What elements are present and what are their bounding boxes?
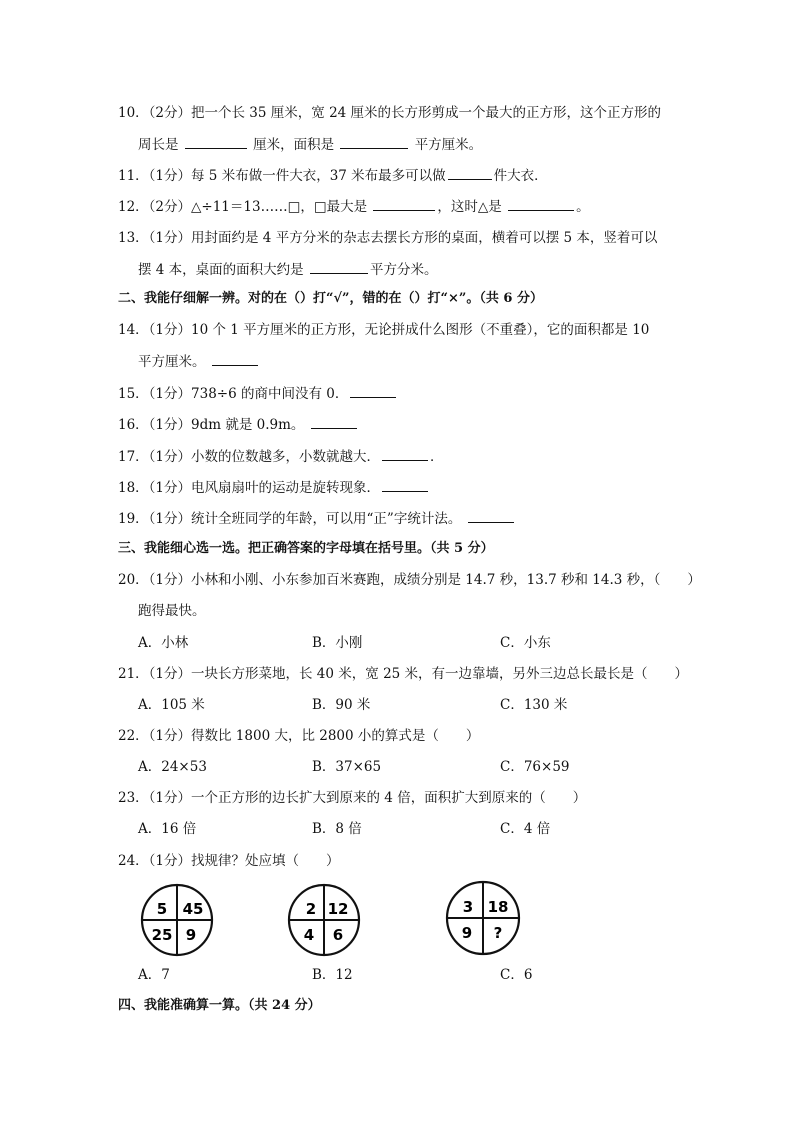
q11-text: 件大衣． [493,168,548,184]
circle-number: 4 [303,926,315,944]
circle-number: 6 [332,926,344,944]
answer-blank[interactable] [311,415,357,429]
q23-line: 23．（1分）一个正方形的边长扩大到原来的 4 倍，面积扩大到原来的（ ） [118,790,587,806]
circle-number: 18 [487,898,509,916]
answer-blank[interactable] [185,135,247,149]
q22-option-c[interactable]: C．76×59 [500,759,570,775]
q14-line2 [138,352,260,371]
answer-blank[interactable] [448,166,492,180]
q13-text: 平方分米。 [369,262,438,278]
circle-number: 12 [327,900,349,918]
q10-text: 厘米，面积是 [253,137,335,153]
section-3-heading: 三、我能细心选一选。把正确答案的字母填在括号里。（共 5 分） [118,541,494,556]
answer-blank[interactable] [382,447,428,461]
pattern-circle-1 [140,883,214,957]
q13-line1: 13．（1分）用封面约是 4 平方分米的杂志去摆长方形的桌面，横着可以摆 5 本，竖着可以 [118,230,658,246]
circle-number: 9 [185,926,197,944]
q12-text: ，这时△是 [437,199,502,215]
answer-blank[interactable] [382,478,428,492]
q16-text: 16．（1分）9dm 就是 0.9m。 [118,417,305,433]
q13-line2 [138,260,437,279]
circle-number: 25 [151,926,173,944]
q19-line [118,509,516,528]
q10-text: 周长是 [138,137,179,153]
q10-text: 平方厘米。 [414,137,483,153]
q15-text: 15．（1分）738÷6 的商中间没有 0． [118,386,349,402]
q11-line [118,166,548,185]
q14-line1: 14．（1分）10 个 1 平方厘米的正方形，无论拼成什么图形（不重叠），它的面积都是 10 [118,322,650,338]
q11-text: 11．（1分）每 5 米布做一件大衣，37 米布最多可以做 [118,168,446,184]
q20-option-a[interactable]: A．小林 [138,635,189,651]
q21-option-c[interactable]: C．130 米 [500,697,568,713]
q17-text: ． [430,449,444,465]
answer-blank[interactable] [373,197,435,211]
section-2-heading: 二、我能仔细解一辨。对的在（）打“√”，错的在（）打“×”。（共 6 分） [118,291,543,306]
circle-number: 3 [462,898,474,916]
q21-option-b[interactable]: B．90 米 [312,697,371,713]
q12-text: 。 [576,199,590,215]
q20-line1: 20．（1分）小林和小刚、小东参加百米赛跑，成绩分别是 14.7 秒，13.7 秒和 14.3 秒，（ ） [118,572,701,588]
q24-option-c[interactable]: C．6 [500,967,533,983]
q15-line [118,384,398,403]
answer-blank[interactable] [340,135,408,149]
q21-option-a[interactable]: A．105 米 [138,697,205,713]
answer-blank[interactable] [310,260,368,274]
q23-option-b[interactable]: B．8 倍 [312,821,362,837]
q19-text: 19．（1分）统计全班同学的年龄，可以用“正”字统计法。 [118,511,462,527]
q12-line [118,197,590,216]
q12-text: 12．（2分）△÷11＝13……□，□最大是 [118,199,368,215]
q17-line [118,447,444,466]
q24-option-a[interactable]: A．7 [138,967,170,983]
circle-number: 45 [182,900,204,918]
q24-option-b[interactable]: B．12 [312,967,353,983]
q14-text: 平方厘米。 [138,354,206,370]
q10-line2 [138,135,482,154]
q20-line2: 跑得最快。 [138,603,206,619]
circle-number: 2 [305,900,317,918]
circle-number: 9 [461,924,473,942]
circle-number: 5 [156,900,168,918]
q22-option-a[interactable]: A．24×53 [138,759,207,775]
answer-blank[interactable] [350,384,396,398]
q16-line [118,415,359,434]
answer-blank[interactable] [468,509,514,523]
q22-option-b[interactable]: B．37×65 [312,759,382,775]
question-mark: ? [493,924,503,942]
q10-line1: 10．（2分）把一个长 35 厘米，宽 24 厘米的长方形剪成一个最大的正方形，这个正方形的 [118,105,662,121]
q22-line: 22．（1分）得数比 1800 大，比 2800 小的算式是（ ） [118,728,480,744]
q24-line: 24．（1分）找规律？处应填（ ） [118,853,340,869]
q23-option-c[interactable]: C．4 倍 [500,821,551,837]
q23-option-a[interactable]: A．16 倍 [138,821,197,837]
q13-text: 摆 4 本，桌面的面积大约是 [138,262,304,278]
q20-option-b[interactable]: B．小刚 [312,635,363,651]
q21-line: 21．（1分）一块长方形菜地，长 40 米，宽 25 米，有一边靠墙，另外三边总长最长是（ ） [118,666,689,682]
pattern-circle-2 [287,883,361,957]
q17-text: 17．（1分）小数的位数越多，小数就越大． [118,449,381,465]
section-4-heading: 四、我能准确算一算。（共 24 分） [118,998,321,1013]
q18-line [118,478,430,497]
answer-blank[interactable] [508,197,574,211]
q20-option-c[interactable]: C．小东 [500,635,551,651]
pattern-circle-3 [445,880,521,956]
q18-text: 18．（1分）电风扇扇叶的运动是旋转现象． [118,480,381,496]
answer-blank[interactable] [212,352,258,366]
